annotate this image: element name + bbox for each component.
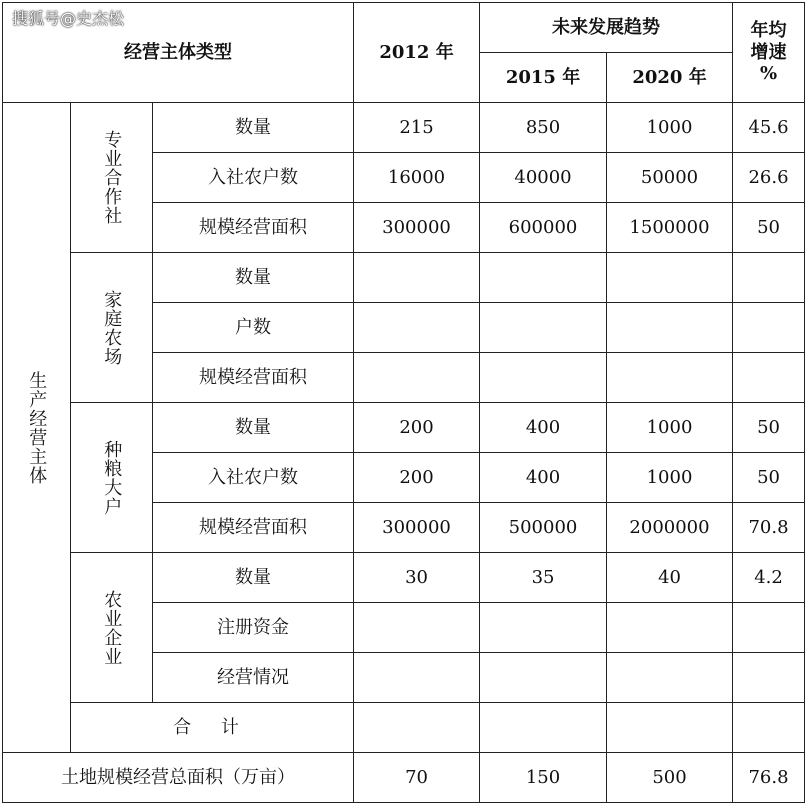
category-name: 家庭农场 — [101, 289, 123, 366]
header-rate-line2: 增速 — [750, 41, 787, 63]
header-2020: 2020 年 — [607, 53, 733, 103]
value-rate — [733, 603, 805, 653]
category-name: 种粮大户 — [101, 439, 123, 516]
value-2015: 400 — [480, 403, 607, 453]
value-2012 — [354, 603, 480, 653]
value-rate — [733, 653, 805, 703]
table-row — [3, 553, 805, 603]
header-rate — [733, 3, 805, 103]
category-cell — [71, 253, 153, 403]
table-row — [3, 103, 805, 153]
subtotal-2012 — [354, 703, 480, 753]
total-row — [3, 753, 805, 803]
value-2012 — [354, 303, 480, 353]
value-2020 — [607, 253, 733, 303]
total-rate: 76.8 — [733, 753, 805, 803]
value-rate: 4.2 — [733, 553, 805, 603]
value-2015: 850 — [480, 103, 607, 153]
subtotal-rate — [733, 703, 805, 753]
value-2020: 1500000 — [607, 203, 733, 253]
header-type-label: 经营主体类型 — [3, 3, 354, 103]
value-2015 — [480, 653, 607, 703]
value-2012 — [354, 353, 480, 403]
subtotal-row — [3, 703, 805, 753]
value-2015 — [480, 603, 607, 653]
value-2020 — [607, 353, 733, 403]
header-2012: 2012 年 — [354, 3, 480, 103]
value-2012: 16000 — [354, 153, 480, 203]
row-label: 入社农户数 — [153, 453, 354, 503]
value-2015: 500000 — [480, 503, 607, 553]
category-name: 农业企业 — [101, 589, 123, 666]
header-rate-line3: % — [759, 63, 778, 85]
value-2012: 200 — [354, 453, 480, 503]
total-2020: 500 — [607, 753, 733, 803]
row-label: 数量 — [153, 403, 354, 453]
row-label: 数量 — [153, 553, 354, 603]
value-2012 — [354, 653, 480, 703]
value-2012: 30 — [354, 553, 480, 603]
value-2012: 300000 — [354, 203, 480, 253]
watermark: 搜狐号@史杰松 — [12, 9, 125, 28]
value-2012 — [354, 253, 480, 303]
row-label: 经营情况 — [153, 653, 354, 703]
total-2015: 150 — [480, 753, 607, 803]
value-2020 — [607, 653, 733, 703]
total-label: 土地规模经营总面积（万亩） — [3, 753, 354, 803]
value-2015: 400 — [480, 453, 607, 503]
table-row — [3, 403, 805, 453]
value-2020: 50000 — [607, 153, 733, 203]
value-2020: 1000 — [607, 453, 733, 503]
value-2020: 1000 — [607, 103, 733, 153]
value-rate: 45.6 — [733, 103, 805, 153]
value-2015 — [480, 253, 607, 303]
value-rate — [733, 253, 805, 303]
value-2015: 40000 — [480, 153, 607, 203]
row-label: 注册资金 — [153, 603, 354, 653]
value-2015: 600000 — [480, 203, 607, 253]
header-rate-line1: 年均 — [750, 20, 787, 42]
value-2012: 215 — [354, 103, 480, 153]
value-2015: 35 — [480, 553, 607, 603]
table-row — [3, 253, 805, 303]
row-label: 规模经营面积 — [153, 353, 354, 403]
category-cell — [71, 403, 153, 553]
row-label: 数量 — [153, 253, 354, 303]
value-rate — [733, 303, 805, 353]
row-label: 规模经营面积 — [153, 503, 354, 553]
value-rate: 50 — [733, 203, 805, 253]
value-2020: 2000000 — [607, 503, 733, 553]
value-rate: 50 — [733, 403, 805, 453]
value-2020 — [607, 603, 733, 653]
total-2012: 70 — [354, 753, 480, 803]
row-label: 数量 — [153, 103, 354, 153]
value-2012: 200 — [354, 403, 480, 453]
row-label: 入社农户数 — [153, 153, 354, 203]
value-rate: 26.6 — [733, 153, 805, 203]
value-rate: 50 — [733, 453, 805, 503]
subtotal-label: 合 计 — [71, 703, 354, 753]
subtotal-2020 — [607, 703, 733, 753]
planning-table — [2, 2, 805, 803]
header-2015: 2015 年 — [480, 53, 607, 103]
value-2015 — [480, 353, 607, 403]
category-name: 专业合作社 — [101, 130, 123, 225]
group-label: 生产经营主体 — [26, 370, 48, 485]
value-2015 — [480, 303, 607, 353]
value-rate: 70.8 — [733, 503, 805, 553]
value-rate — [733, 353, 805, 403]
header-future: 未来发展趋势 — [480, 3, 733, 53]
category-cell — [71, 553, 153, 703]
row-label: 规模经营面积 — [153, 203, 354, 253]
subtotal-2015 — [480, 703, 607, 753]
value-2020 — [607, 303, 733, 353]
value-2020: 40 — [607, 553, 733, 603]
value-2012: 300000 — [354, 503, 480, 553]
group-label-cell — [3, 103, 71, 753]
row-label: 户数 — [153, 303, 354, 353]
value-2020: 1000 — [607, 403, 733, 453]
category-cell — [71, 103, 153, 253]
